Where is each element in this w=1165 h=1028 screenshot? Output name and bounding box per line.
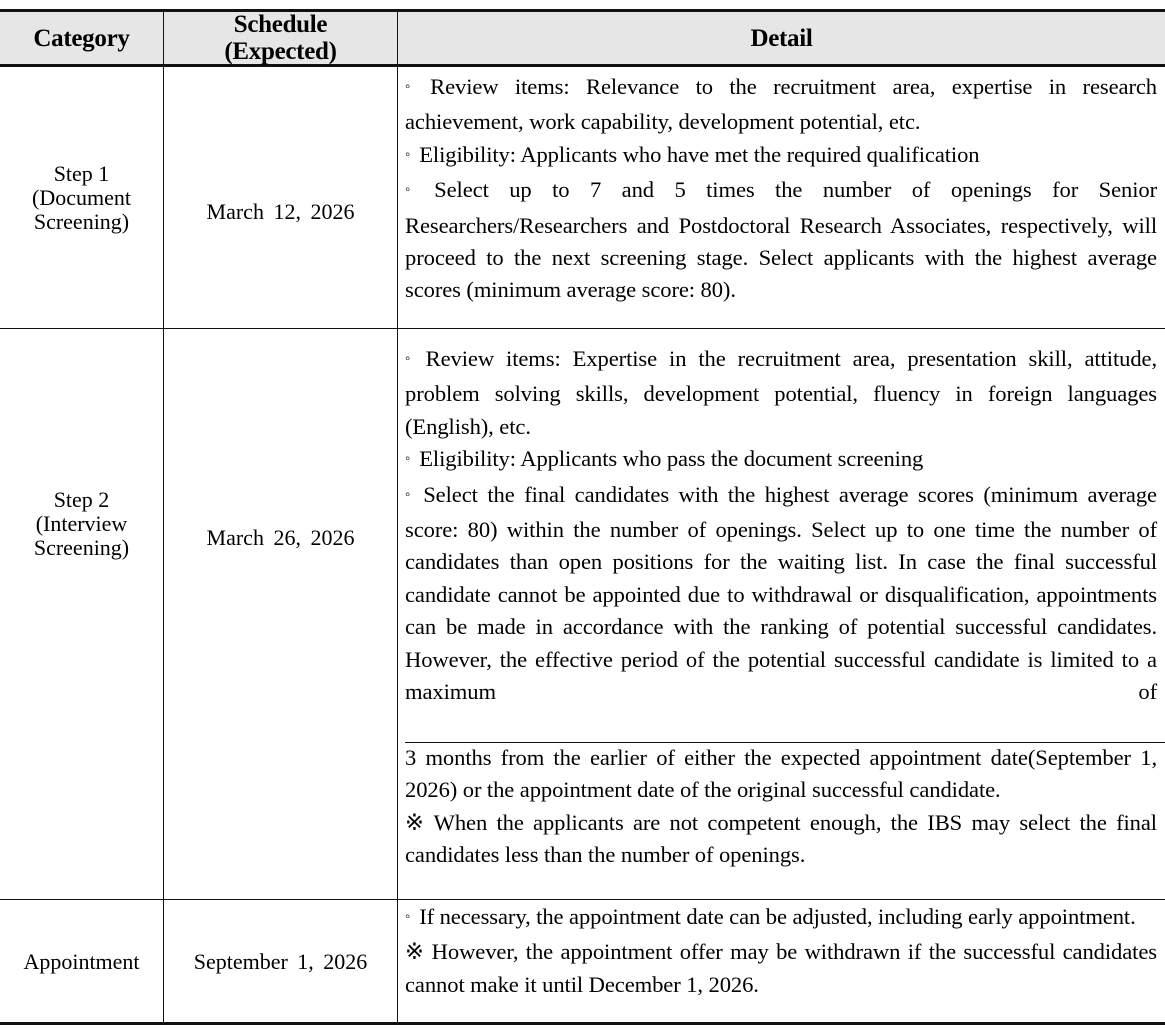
header-schedule-label-line2: (Expected) [224,38,337,65]
row-category [0,900,163,1024]
table-bottom-border [0,1022,1165,1025]
category-line: Screening) [33,535,130,560]
detail-note-text: However, the appointment offer may be withdrawn if the successful candidates cannot make it until December 1, 2026. [405,939,1157,997]
header-detail-label: Detail [750,24,813,52]
row-category [0,329,163,719]
column-divider [397,67,398,1022]
header-schedule [164,12,397,64]
row-detail [405,901,1157,1001]
category-line: Appointment [23,949,140,974]
detail-item: ◦ Select up to 7 and 5 times the number of openings for Senior Researchers/Researchers and Postdoctoral Research Associates, respectively, will proceed to the next screening stage. Select applicants with the highest average scores (minimum average score: 80). [405,174,1157,307]
header-category-label: Category [33,24,130,52]
detail-note [405,807,1157,872]
header-category [0,12,163,64]
table-header-row [0,9,1165,67]
schedule-date-text: March 26, 2026 [206,525,355,550]
column-divider [163,12,164,64]
detail-note [405,936,1157,1001]
row-detail [405,343,1157,708]
detail-item: ◦ Select the final candidates with the highest average scores (minimum average score: 80) within the number of openings. Select up to one time the number of candidates than open positions for the waiting list. In case the final successful candidate cannot be appointed due to withdrawal or disqualification, appointments can be made in accordance with the ranking of potential successful candidates. However, the effective period of the potential successful candidate is limited to a maximum of [405,479,1157,709]
reference-mark-icon: ※ [405,939,426,965]
row-detail-continued [405,742,1157,872]
detail-item: ◦ Eligibility: Applicants who pass the document screening [405,443,1157,478]
category-line: Screening) [33,208,130,234]
row-detail [405,71,1157,307]
detail-item: ◦ Eligibility: Applicants who have met the required qualification [405,139,1157,174]
detail-note-text: When the applicants are not competent enough, the IBS may select the final candidates less than the number of openings. [405,809,1157,868]
column-divider [397,12,398,64]
reference-mark-icon: ※ [405,809,428,835]
detail-item-continued: 3 months from the earlier of either the expected appointment date(September 1, 2026) or the appointment date of the original successful candidate. [405,745,1157,803]
schedule-date-text: March 12, 2026 [206,199,355,224]
category-line: (Document [32,184,131,210]
detail-item: ◦ Review items: Expertise in the recruitment area, presentation skill, attitude, problem solving skills, development potential, fluency in foreign languages (English), etc. [405,343,1157,443]
row-schedule-date [164,67,397,357]
schedule-date-text: September 1, 2026 [193,949,368,974]
category-line: Step 2 [53,487,110,512]
row-schedule-date [164,900,397,1024]
category-line: Step 1 [53,160,110,186]
row-category [0,67,163,328]
header-schedule-label-line1: Schedule [233,11,328,38]
detail-item: ◦ Review items: Relevance to the recruitment area, expertise in research achievement, work capability, development potential, etc. [405,71,1157,139]
row-schedule-date [164,329,397,747]
header-detail [398,12,1165,64]
category-line: (Interview [35,511,128,536]
detail-item: ◦ If necessary, the appointment date can be adjusted, including early appointment. [405,901,1157,936]
